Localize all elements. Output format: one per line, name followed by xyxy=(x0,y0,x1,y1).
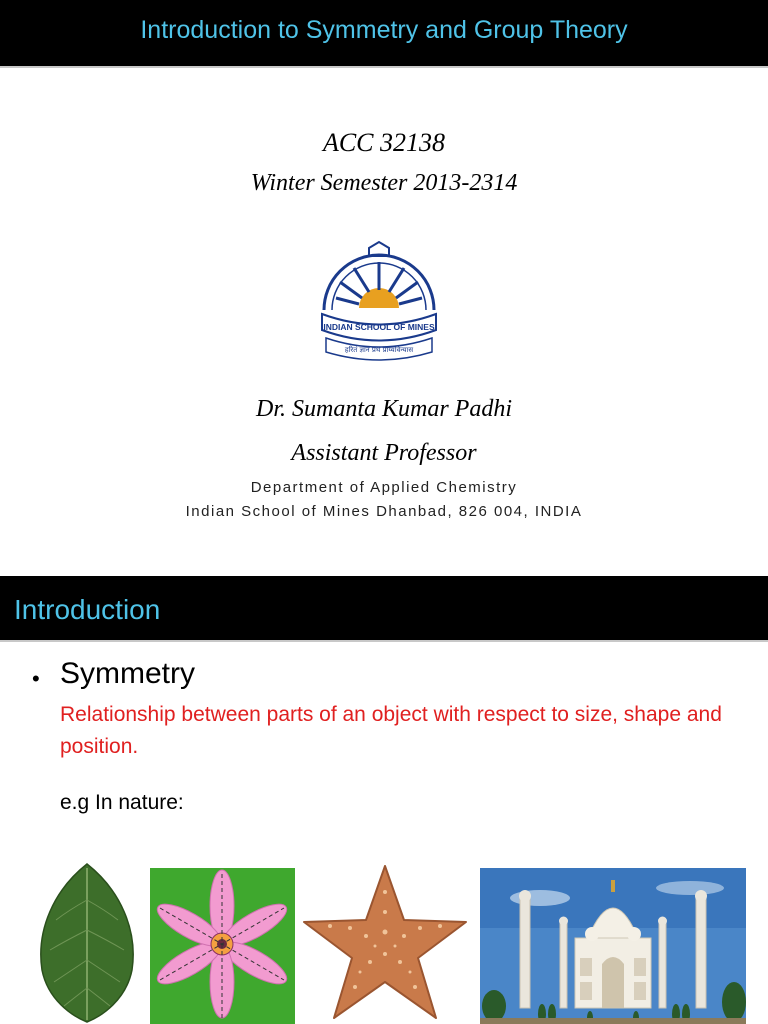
course-code: ACC 32138 xyxy=(322,128,446,157)
introduction-title-divider xyxy=(0,640,768,642)
indian-school-of-mines-logo xyxy=(314,240,444,362)
author-position: Assistant Professor xyxy=(291,440,477,466)
title-bar-divider xyxy=(0,66,768,68)
author-name: Dr. Sumanta Kumar Padhi xyxy=(255,396,513,422)
institute-address: Indian School of Mines Dhanbad, 826 004, INDIA xyxy=(185,503,583,520)
leaf-image xyxy=(34,860,140,1024)
logo-text-en: INDIAN SCHOOL OF MINES xyxy=(323,322,435,332)
introduction-title: Introduction xyxy=(14,594,161,625)
example-label: e.g In nature: xyxy=(60,791,184,814)
semester: Winter Semester 2013-2314 xyxy=(250,170,518,196)
symmetry-definition: Relationship between parts of an object with respect to size, shape and position. xyxy=(60,703,722,758)
bullet-symmetry: Symmetry xyxy=(60,657,195,690)
bullet-marker: • xyxy=(32,666,40,691)
logo-text-hi: हरितं ज्ञान प्रथ प्राय्यविन्यास xyxy=(344,346,414,354)
starfish-image xyxy=(300,862,470,1024)
taj-mahal-image xyxy=(480,868,746,1024)
department: Department of Applied Chemistry xyxy=(250,479,518,496)
slide-title-text: Introduction to Symmetry and Group Theory xyxy=(140,16,628,44)
flower-image xyxy=(150,868,295,1024)
